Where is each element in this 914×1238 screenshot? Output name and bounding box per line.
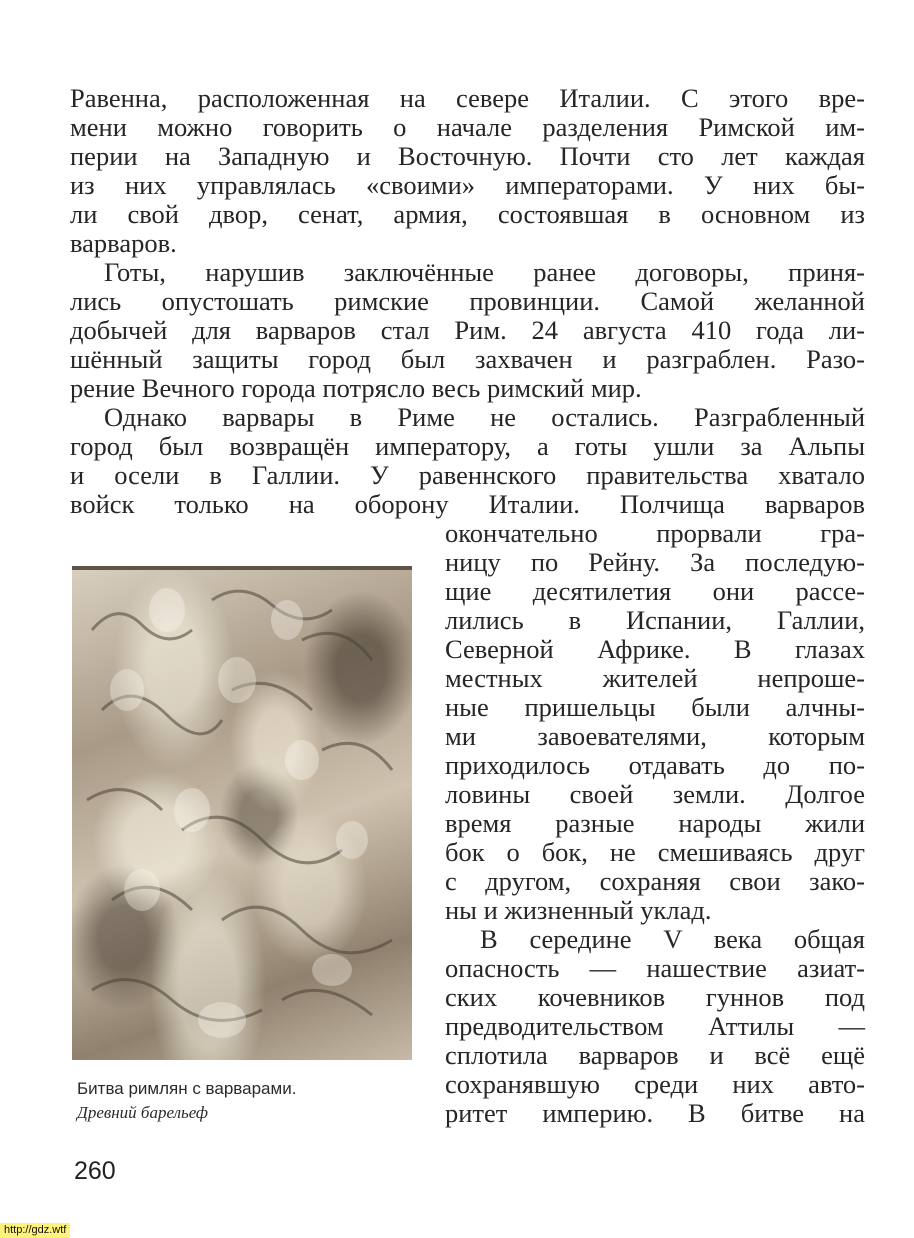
- column-text-line: опасность — нашествие азиат-: [445, 953, 865, 983]
- text-line: рение Вечного города потрясло весь римский мир.: [70, 373, 642, 403]
- text-line: войск только на оборону Италии. Полчища варваров: [70, 489, 865, 519]
- text-line: из них управлялась «своими» императорами. У них бы-: [70, 170, 865, 200]
- column-text-line: с другом, сохраняя свои зако-: [445, 866, 865, 896]
- figure-caption-title: Битва римлян с варварами.: [77, 1079, 297, 1098]
- column-text-line: ритет империю. В битве на: [445, 1098, 865, 1128]
- column-text-line: ницу по Рейну. За последую-: [445, 547, 865, 577]
- column-text-line: ны и жизненный уклад.: [445, 895, 712, 925]
- column-text-line: Северной Африке. В глазах: [445, 634, 865, 664]
- page-number: 260: [74, 1157, 116, 1185]
- paragraph-start: Готы, нарушив заключённые ранее договоры, приня-: [104, 257, 865, 287]
- column-text-line: окончательно прорвали гра-: [445, 518, 865, 548]
- text-line: ли свой двор, сенат, армия, состоявшая в основном из: [70, 199, 865, 229]
- paragraph-start: В середине V века общая: [480, 924, 865, 954]
- column-text-line: ских кочевников гуннов под: [445, 982, 865, 1012]
- column-text-line: щие десятилетия они рассе-: [445, 576, 865, 606]
- column-text-line: бок о бок, не смешиваясь друг: [445, 837, 865, 867]
- figure-caption-subtitle: Древний барельеф: [77, 1103, 208, 1122]
- column-text-line: ные пришельцы были алчны-: [445, 692, 865, 722]
- text-line: мени можно говорить о начале разделения Римской им-: [70, 112, 865, 142]
- column-text-line: приходилось отдавать до по-: [445, 750, 865, 780]
- column-text-line: сохранявшую среди них авто-: [445, 1069, 865, 1099]
- paragraph-start: Однако варвары в Риме не остались. Разграбленный: [104, 402, 865, 432]
- text-line: шённый защиты город был захвачен и разграблен. Разо-: [70, 344, 865, 374]
- text-line: добычей для варваров стал Рим. 24 августа 410 года ли-: [70, 315, 865, 345]
- text-line: лись опустошать римские провинции. Самой желанной: [70, 286, 865, 316]
- text-line: и осели в Галлии. У равеннского правительства хватало: [70, 460, 865, 490]
- column-text-line: предводительством Аттилы —: [445, 1011, 865, 1041]
- relief-texture: [72, 570, 412, 1060]
- text-line: город был возвращён императору, а готы ушли за Альпы: [70, 431, 865, 461]
- watermark-link[interactable]: http://gdz.wtf: [0, 1223, 70, 1238]
- text-line: перии на Западную и Восточную. Почти сто лет каждая: [70, 141, 865, 171]
- column-text-line: ми завоевателями, которым: [445, 721, 865, 751]
- text-line: Равенна, расположенная на севере Италии. С этого вре-: [70, 83, 865, 113]
- column-text-line: сплотила варваров и всё ещё: [445, 1040, 865, 1070]
- column-text-line: ловины своей земли. Долгое: [445, 779, 865, 809]
- bas-relief-photo: [72, 566, 412, 1060]
- column-text-line: лились в Испании, Галлии,: [445, 605, 865, 635]
- column-text-line: местных жителей непроше-: [445, 663, 865, 693]
- column-text-line: время разные народы жили: [445, 808, 865, 838]
- text-line: варваров.: [70, 228, 177, 258]
